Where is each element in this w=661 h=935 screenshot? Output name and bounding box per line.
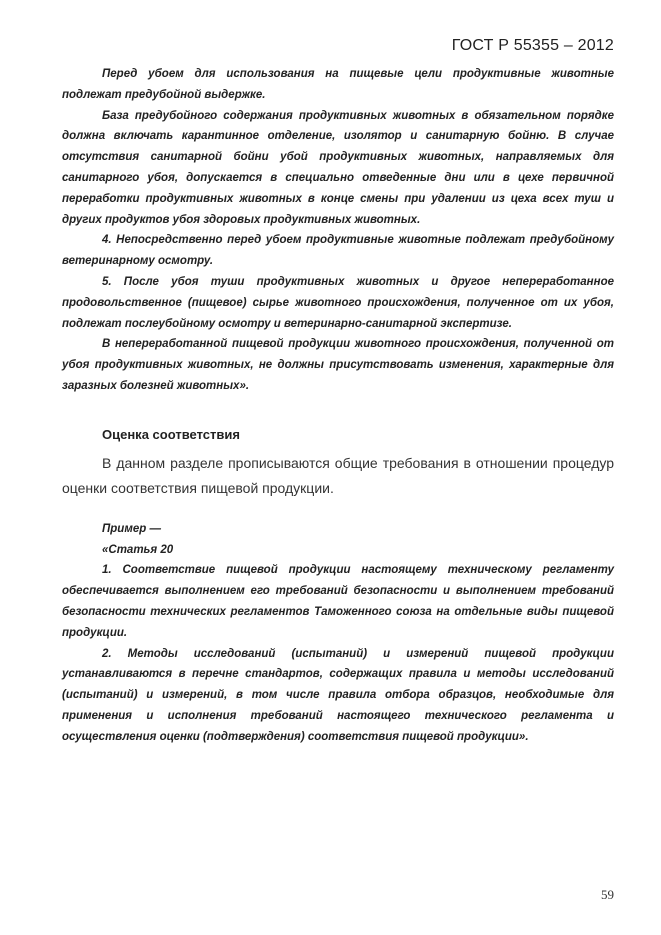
section-heading-conformity: Оценка соответствия <box>102 426 240 442</box>
paragraph-holding-base: База предубойного содержания продуктивных животных в обязательном порядке должна включать карантинное отделение, изолятор и санитарную бойню. В случае отсутствия санитарной бойни убой продуктивных животных, направляемых для санитарного убоя, допускается в специально отведенные дни или в цехе первичной переработки продуктивных животных в конце смены при удалении из цеха всех туш и других продуктов убоя здоровых продуктивных животных. <box>62 109 614 226</box>
paragraph-item-4: 4. Непосредственно перед убоем продуктивные животные подлежат предубойному ветеринарному осмотру. <box>62 234 614 268</box>
example-item-2: 2. Методы исследований (испытаний) и измерений пищевой продукции устанавливаются в перечне стандартов, содержащих правила и методы исследований (испытаний) и измерений, в том числе правила отбора образцов, необходимые для применения и исполнения требований настоящего технического регламента и осуществления оценки (подтверждения) соответствия пищевой продукции». <box>62 647 614 743</box>
example-label: Пример — <box>102 522 161 535</box>
page-content <box>62 64 614 748</box>
example-item-1: 1. Соответствие пищевой продукции настоящему техническому регламенту обеспечивается выполнением его требований безопасности и выполнением требований безопасности технических регламентов Таможенного союза на отдельные виды пищевой продукции. <box>62 564 614 639</box>
example-article-title: «Статья 20 <box>102 543 174 556</box>
paragraph-conformity-intro: В данном разделе прописываются общие требования в отношении процедур оценки соответствия пищевой продукции. <box>62 454 614 496</box>
paragraph-unprocessed-products: В непереработанной пищевой продукции животного происхождения, полученной от убоя продуктивных животных, не должны присутствовать изменения, характерные для заразных болезней животных». <box>62 338 614 392</box>
paragraph-item-5: 5. После убоя туши продуктивных животных и другое непереработанное продовольственное (пищевое) сырье животного происхождения, полученное от их убоя, подлежат послеубойному осмотру и ветеринарно-санитарной экспертизе. <box>62 275 614 330</box>
paragraph-pre-slaughter-holding: Перед убоем для использования на пищевые цели продуктивные животные подлежат предубойной выдержке. <box>62 68 614 101</box>
spacer <box>62 501 614 519</box>
page-number: 59 <box>601 887 614 902</box>
document-id-header: ГОСТ Р 55355 – 2012 <box>451 37 614 54</box>
